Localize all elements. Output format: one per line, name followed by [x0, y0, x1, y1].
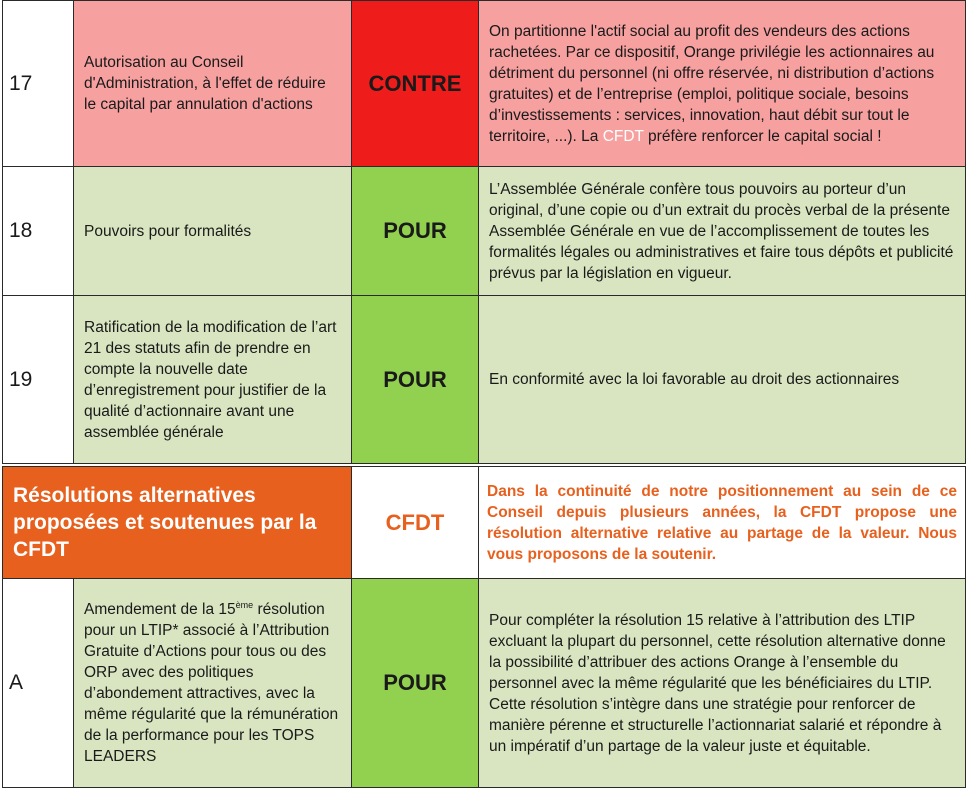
cfdt-highlight: CFDT	[602, 127, 644, 145]
section-title: Résolutions alternatives proposées et soutenues par la CFDT	[3, 467, 352, 579]
resolution-row-a	[3, 579, 966, 788]
resolution-description	[74, 579, 352, 788]
resolution-comment: Pour compléter la résolution 15 relative à l’attribution des LTIP excluant la plupart du personnel, cette résolution alternative donne la possibilité d’attribuer des actions Orange à l’ensemble du personnel avec la même régularité que les bénéficiaires du LTIP. Cette résolution s’intègre dans une stratégie pour renforcer de manière pérenne et structurelle l’actionnariat salarié et répondre à un impératif d’un partage de la valeur juste et équitable.	[479, 579, 966, 788]
superscript: ème	[235, 599, 254, 610]
vote-pour: POUR	[352, 579, 479, 788]
resolutions-table	[2, 0, 966, 464]
resolution-comment: L’Assemblée Générale confère tous pouvoirs au porteur d’un original, d’une copie ou d’un extrait du procès verbal de la présente Assemblée Générale en vue de l’accomplissement de toutes les formalités légales ou administratives et faire tous dépôts et publicité prévus par la législation en vigueur.	[479, 167, 966, 296]
alternative-resolutions-table	[2, 466, 966, 788]
resolution-number: 19	[3, 296, 74, 464]
alternative-header-row	[3, 467, 966, 579]
comment-text: On partitionne l'actif social au profit des vendeurs des actions rachetées. Par ce dispositif, Orange privilégie les actionnaires au détriment du personnel (ni offre réservée, ni distribution d’actions gratuites) et de l’entreprise (emploi, politique sociale, besoins d’investissements : services, innovation, haut débit sur tout le territoire, ...). La	[489, 22, 935, 145]
resolution-comment	[479, 1, 966, 167]
cfdt-column-label: CFDT	[352, 467, 479, 579]
vote-contre: CONTRE	[352, 1, 479, 167]
resolution-description: Autorisation au Conseil d'Administration, à l'effet de réduire le capital par annulation d'actions	[74, 1, 352, 167]
section-intro: Dans la continuité de notre positionnement au sein de ce Conseil depuis plusieurs années, la CFDT propose une résolution alternative relative au partage de la valeur. Nous vous proposons de la soutenir.	[479, 467, 966, 579]
resolution-number: 17	[3, 1, 74, 167]
vote-pour: POUR	[352, 167, 479, 296]
resolution-comment: En conformité avec la loi favorable au droit des actionnaires	[479, 296, 966, 464]
desc-text: Amendement de la 15	[84, 601, 236, 618]
vote-pour: POUR	[352, 296, 479, 464]
resolution-number: 18	[3, 167, 74, 296]
resolution-number: A	[3, 579, 74, 788]
desc-text-end: résolution pour un LTIP* associé à l’Attribution Gratuite d’Actions pour tous ou des ORP avec des politiques d’abondement attractives, avec la même régularité que la rémunération de la performance pour les TOPS LEADERS	[84, 601, 339, 765]
comment-text-end: préfère renforcer le capital social !	[643, 127, 882, 145]
resolution-row-18	[3, 167, 966, 296]
resolution-row-17	[3, 1, 966, 167]
resolution-row-19	[3, 296, 966, 464]
resolution-description: Pouvoirs pour formalités	[74, 167, 352, 296]
resolution-description: Ratification de la modification de l’art 21 des statuts afin de prendre en compte la nouvelle date d’enregistrement pour justifier de la qualité d’actionnaire avant une assemblée générale	[74, 296, 352, 464]
